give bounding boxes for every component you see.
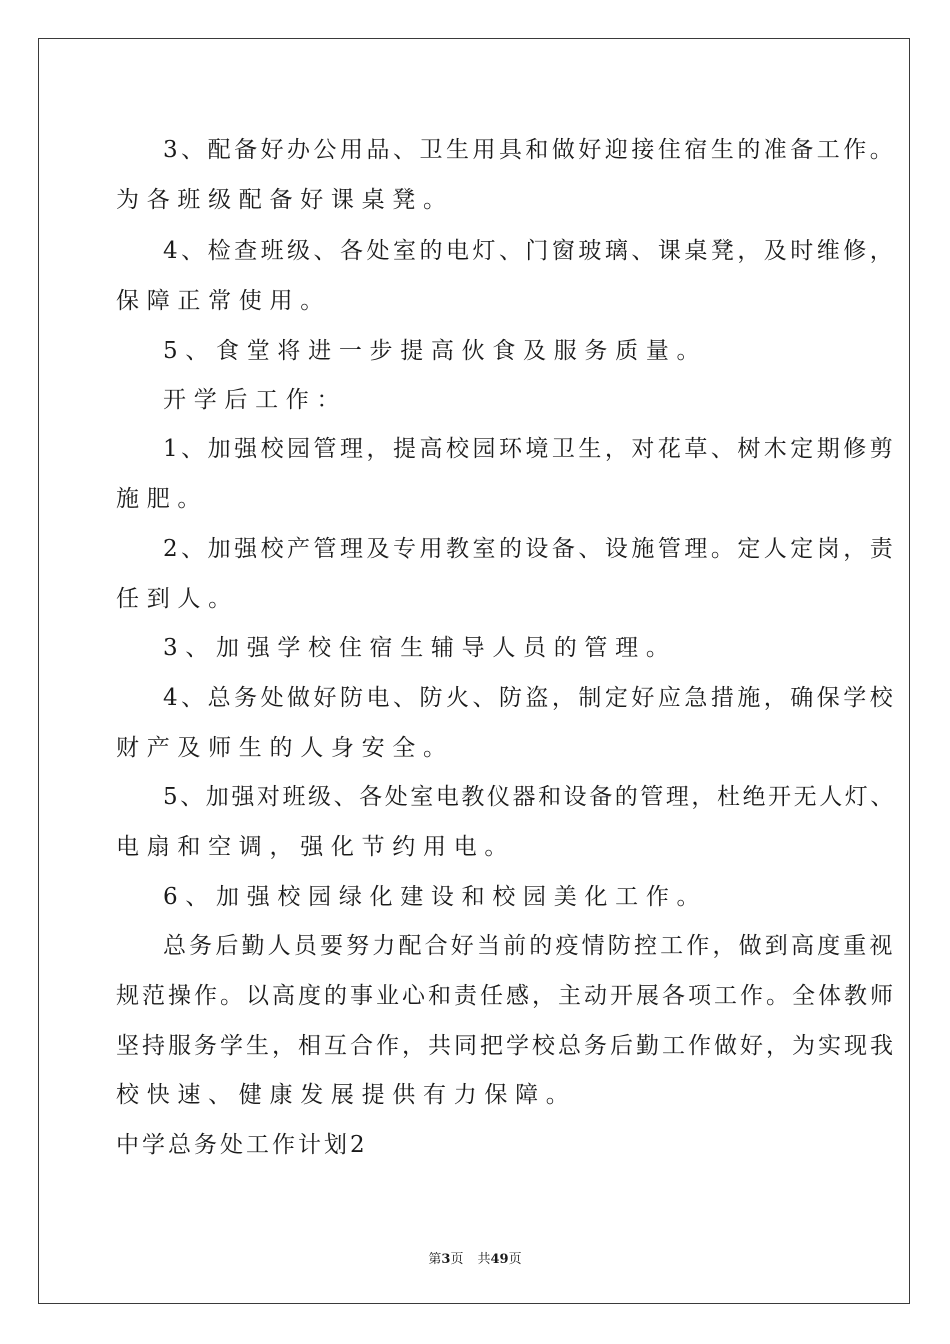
page-footer [0,1248,950,1267]
paragraph-line: 施肥。 [116,486,209,512]
page-border [38,38,910,1304]
paragraph-line: 校快速、健康发展提供有力保障。 [116,1082,577,1108]
paragraph-line: 3、加强学校住宿生辅导人员的管理。 [163,635,677,661]
paragraph-line: 为各班级配备好课桌凳。 [116,187,454,213]
paragraph-line: 任到人。 [116,586,239,612]
page-number: 3 [441,1252,451,1267]
paragraph-line: 3、配备好办公用品、卫生用具和做好迎接住宿生的准备工作。 [163,137,897,163]
total-prefix: 共 [477,1252,491,1267]
paragraph-line: 2、加强校产管理及专用教室的设备、设施管理。定人定岗，责 [163,536,897,562]
paragraph-line: 5、加强对班级、各处室电教仪器和设备的管理，杜绝开无人灯、 [163,784,896,810]
paragraph-line: 6、加强校园绿化建设和校园美化工作。 [163,884,708,910]
paragraph-line: 5、食堂将进一步提高伙食及服务质量。 [163,338,708,364]
paragraph-line: 坚持服务学生，相互合作，共同把学校总务后勤工作做好，为实现我 [116,1033,896,1059]
page-suffix: 页 [450,1252,464,1267]
total-pages: 49 [490,1252,509,1267]
paragraph-line: 4、检查班级、各处室的电灯、门窗玻璃、课桌凳，及时维修， [163,238,897,264]
paragraph-line: 总务后勤人员要努力配合好当前的疫情防控工作，做到高度重视 [163,933,896,959]
paragraph-line: 电扇和空调，强化节约用电。 [116,834,516,860]
paragraph-line: 财产及师生的人身安全。 [116,735,454,761]
paragraph-line: 规范操作。以高度的事业心和责任感，主动开展各项工作。全体教师 [116,983,896,1009]
paragraph-line: 4、总务处做好防电、防火、防盗，制定好应急措施，确保学校 [163,685,897,711]
total-suffix: 页 [508,1252,522,1267]
section-heading: 中学总务处工作计划2 [116,1132,368,1158]
page-prefix: 第 [428,1252,442,1267]
paragraph-line: 保障正常使用。 [116,288,331,314]
paragraph-line: 1、加强校园管理，提高校园环境卫生，对花草、树木定期修剪 [163,436,897,462]
section-label: 开学后工作： [163,387,348,413]
